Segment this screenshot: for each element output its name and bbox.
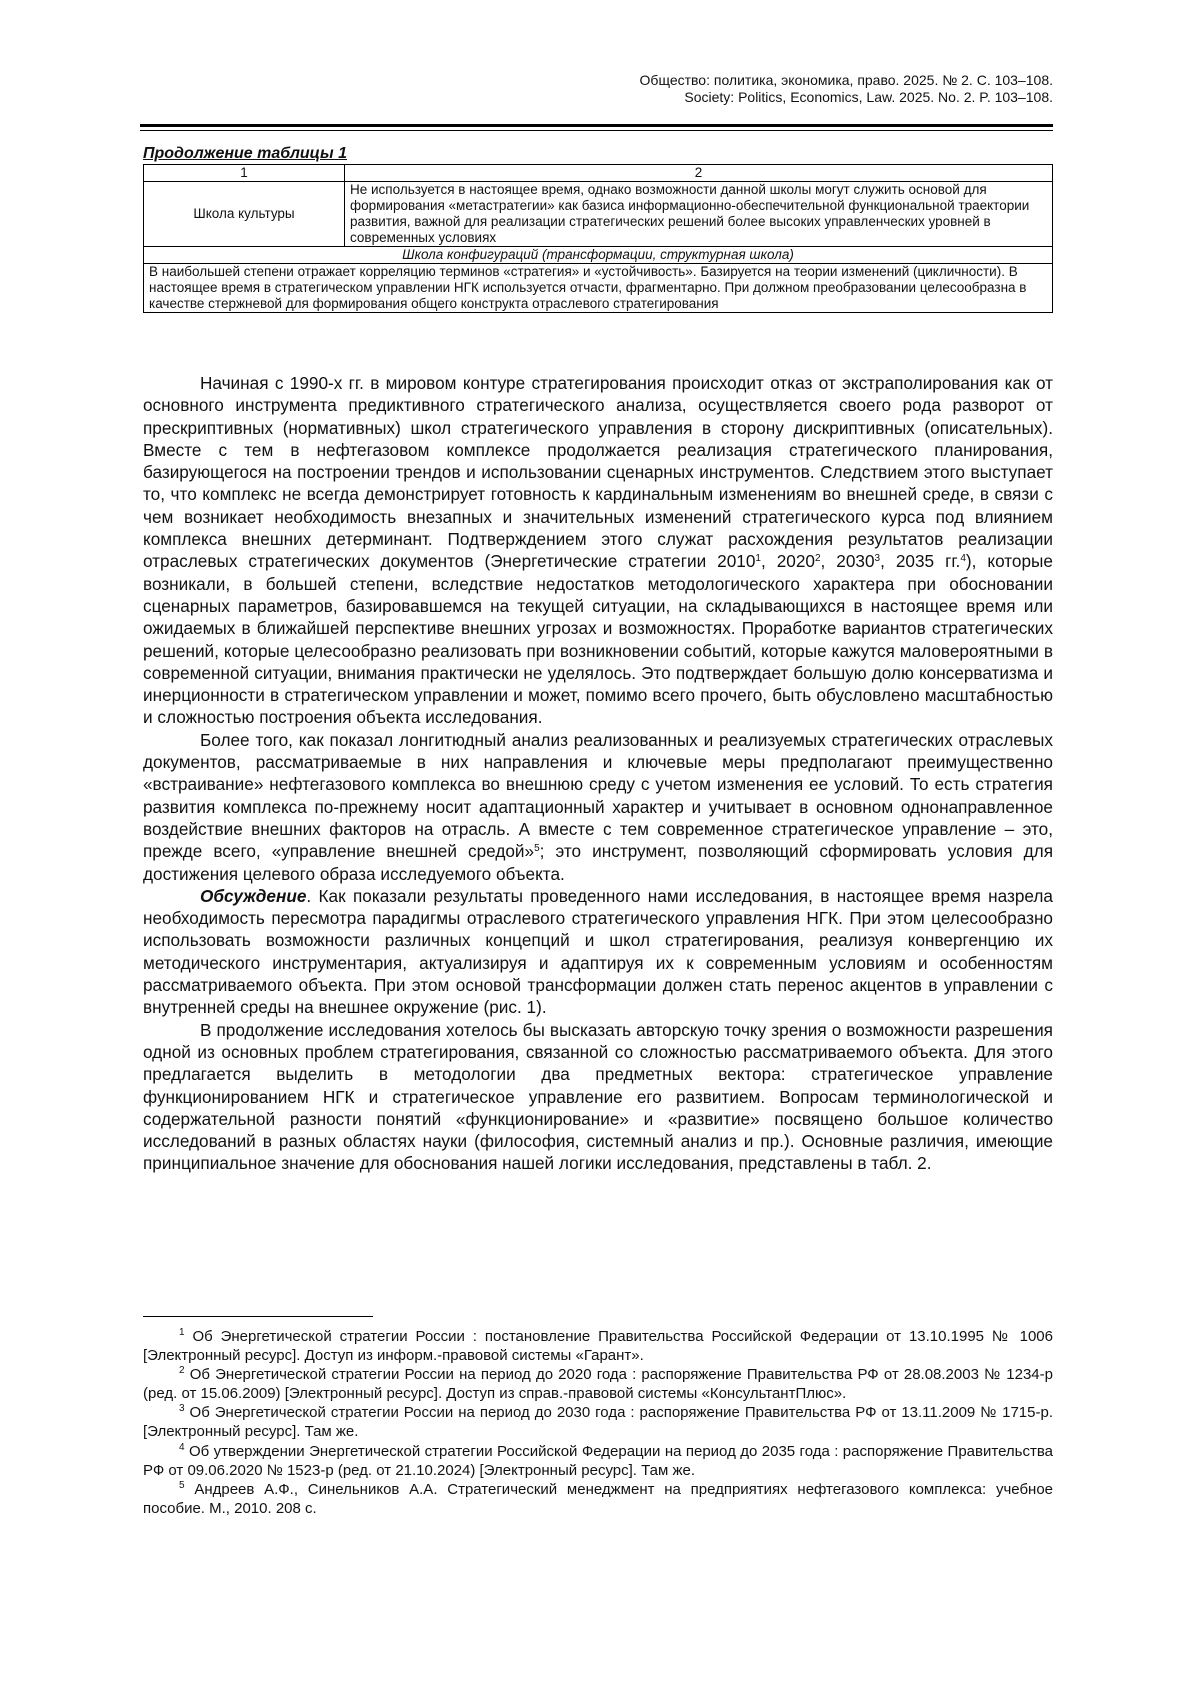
footnote-2-text: Об Энергетической стратегии России на период до 2020 года : распоряжение Правительства РФ от 28.08.2003 № 1234-р (ред. от 15.06.2009) [Электронный ресурс]. Доступ из справ.-правовой системы «КонсультантПлюс».	[143, 1366, 1053, 1403]
footnote-mark-5: 5	[179, 1479, 185, 1491]
footnote-ref-4: 4	[960, 553, 966, 565]
table-cell-school-description: Не используется в настоящее время, однако возможности данной школы могут служить основой для формирования «метастратегии» как базиса информационно-обеспечительной функциональной траектории развития, важной для реализации стратегических решений более высоких управленческих уровней в современных условиях	[345, 182, 1053, 247]
body-text	[143, 372, 1053, 1175]
footnote-ref-3: 3	[874, 553, 881, 565]
footnote-4	[143, 1442, 1053, 1480]
footnote-mark-2: 2	[179, 1365, 185, 1377]
paragraph-1-text-e: ), которые возникали, в большей степени, вследствие недостатков методологического характера при обосновании сценарных параметров, базировавшемся на текущей ситуации, на складывающихся в настоящее время или ожидаемых в ближайшей перспективе внешних угрозах и возможностях. Проработке вариантов стратегических решений, которые целесообразно реализовать при возникновении событий, которые кажутся маловероятными в современной ситуации, внимания практически не уделялось. Это подтверждает большую долю консерватизма и инерционности в стратегическом управлении и может, помимо всего прочего, быть обусловлено масштабностью и сложностью построения объекта исследования.	[143, 551, 1053, 728]
footnote-3-text: Об Энергетической стратегии России на период до 2030 года : распоряжение Правительства РФ от 13.11.2009 № 1715-р.[Электронный ресурс]. Там же.	[143, 1404, 1053, 1441]
footnote-mark-1: 1	[179, 1327, 185, 1338]
table-caption: Продолжение таблицы 1	[143, 145, 348, 162]
footnote-ref-5: 5	[534, 843, 540, 855]
paragraph-2-text-b: ; это инструмент, позволяющий сформировать условия для достижения целевого образа исследуемого объекта.	[143, 841, 1053, 884]
table-1-continuation	[143, 164, 1053, 313]
footnote-1	[143, 1327, 1053, 1365]
paragraph-2-text-a: Более того, как показал лонгитюдный анализ реализованных и реализуемых стратегических отраслевых документов, рассматриваемые в них направления и ключевые меры предполагают преимущественно «встраивание» нефтегазового комплекса во внешнюю среду с учетом изменения ее условий. То есть стратегия развития комплекса по-прежнему носит адаптационный характер и учитывает в основном однонаправленное воздействие внешних факторов на отрасль. А вместе с тем современное стратегическое управление – это, прежде всего, «управление внешней средой»	[143, 729, 1053, 862]
table-col-number-2: 2	[345, 165, 1053, 182]
table-row-subheading	[144, 247, 1053, 264]
paragraph-1	[143, 372, 1053, 729]
table-number-row	[144, 165, 1053, 182]
paragraph-1-text-a: Начиная с 1990-х гг. в мировом контуре стратегирования происходит отказ от экстраполирования как от основного инструмента предиктивного стратегического анализа, осуществляется своего рода разворот от прескриптивных (нормативных) школ стратегического управления в сторону дискриптивных (описательных). Вместе с тем в нефтегазовом комплексе продолжается реализация стратегического планирования, базирующегося на построении трендов и использовании сценарных инструментов. Следствием этого выступает то, что комплекс не всегда демонстрирует готовность к кардинальным изменениям во внешней среде, в связи с чем возникает необходимость внезапных и значительных изменений стратегического курса под влиянием комплекса внешних детерминант. Подтверждением этого служат расхождения результатов реализации отраслевых стратегических документов (Энергетические стратегии 2010	[143, 373, 1053, 572]
table-row-configuration-text	[144, 264, 1053, 313]
paragraph-1-text-b: , 2020	[760, 551, 815, 572]
paragraph-1-text-c: , 2030	[820, 551, 875, 572]
running-header	[140, 72, 1053, 106]
paragraph-1-text-d: , 2035 гг.	[880, 551, 961, 572]
table-col-number-1: 1	[144, 165, 345, 182]
discussion-heading: Обсуждение	[200, 885, 307, 906]
footnote-5	[143, 1480, 1053, 1518]
footnotes	[143, 1327, 1053, 1518]
paragraph-3-discussion	[143, 885, 1053, 1019]
paragraph-4: В продолжение исследования хотелось бы высказать авторскую точку зрения о возможности разрешения одной из основных проблем стратегирования, связанной со сложностью рассматриваемого объекта. Для этого предлагается выделить в методологии два предметных вектора: стратегическое управление функционированием НГК и стратегическое управление его развитием. Вопросам терминологической и содержательной разности понятий «функционирование» и «развитие» посвящено большое количество исследований в разных областях науки (философия, системный анализ и пр.). Основные различия, имеющие принципиальное значение для обоснования нашей логики исследования, представлены в табл. 2.	[143, 1019, 1053, 1174]
footnote-5-text: Андреев А.Ф., Синельников А.А. Стратегический менеджмент на предприятиях нефтегазового комплекса: учебное пособие. М., 2010. 208 с.	[143, 1480, 1053, 1517]
table-cell-configuration-description: В наибольшей степени отражает корреляцию терминов «стратегия» и «устойчивость». Базируется на теории изменений (цикличности). В настоящее время в стратегическом управлении НГК используется отчасти, фрагментарно. При должном преобразовании целесообразна в качестве стержневой для формирования общего конструкта отраслевого стратегирования	[144, 264, 1053, 313]
footnote-2	[143, 1365, 1053, 1403]
table-row-culture-school	[144, 182, 1053, 247]
header-citation-ru: Общество: политика, экономика, право. 2025. № 2. С. 103–108.	[639, 72, 1053, 88]
paragraph-3-text: . Как показали результаты проведенного нами исследования, в настоящее время назрела необходимость пересмотра парадигмы отраслевого стратегического управления НГК. При этом целесообразно использовать возможности различных концепций и школ стратегирования, реализуя конвергенцию их методического инструментария, актуализируя и адаптируя их к современным условиям и особенностям рассматриваемого объекта. При этом основой трансформации должен стать перенос акцентов в управлении с внутренней среды на внешнее окружение (рис. 1).	[143, 885, 1053, 1018]
table-subheading-configuration-school: Школа конфигураций (трансформации, структурная школа)	[144, 247, 1053, 264]
footnote-3	[143, 1403, 1053, 1441]
table-cell-school-name: Школа культуры	[144, 182, 345, 247]
footnote-ref-1: 1	[755, 553, 761, 565]
header-citation-en: Society: Politics, Economics, Law. 2025. No. 2. P. 103–108.	[684, 89, 1053, 105]
footnote-mark-4: 4	[179, 1441, 185, 1453]
footnote-separator	[143, 1316, 373, 1317]
footnote-ref-2: 2	[814, 553, 821, 565]
footnote-4-text: Об утверждении Энергетической стратегии Российской Федерации на период до 2035 года : распоряжение Правительства РФ от 09.06.2020 № 1523-р (ред. от 21.10.2024) [Электронный ресурс]. Там же.	[143, 1442, 1053, 1479]
footnote-mark-3: 3	[179, 1403, 185, 1415]
footnote-1-text: Об Энергетической стратегии России : постановление Правительства Российской Федерации от 13.10.1995 № 1006 [Электронный ресурс]. Доступ из информ.-правовой системы «Гарант».	[143, 1328, 1053, 1365]
header-rule-thick	[140, 124, 1053, 127]
header-rule-thin	[140, 130, 1053, 131]
paragraph-2	[143, 729, 1053, 885]
